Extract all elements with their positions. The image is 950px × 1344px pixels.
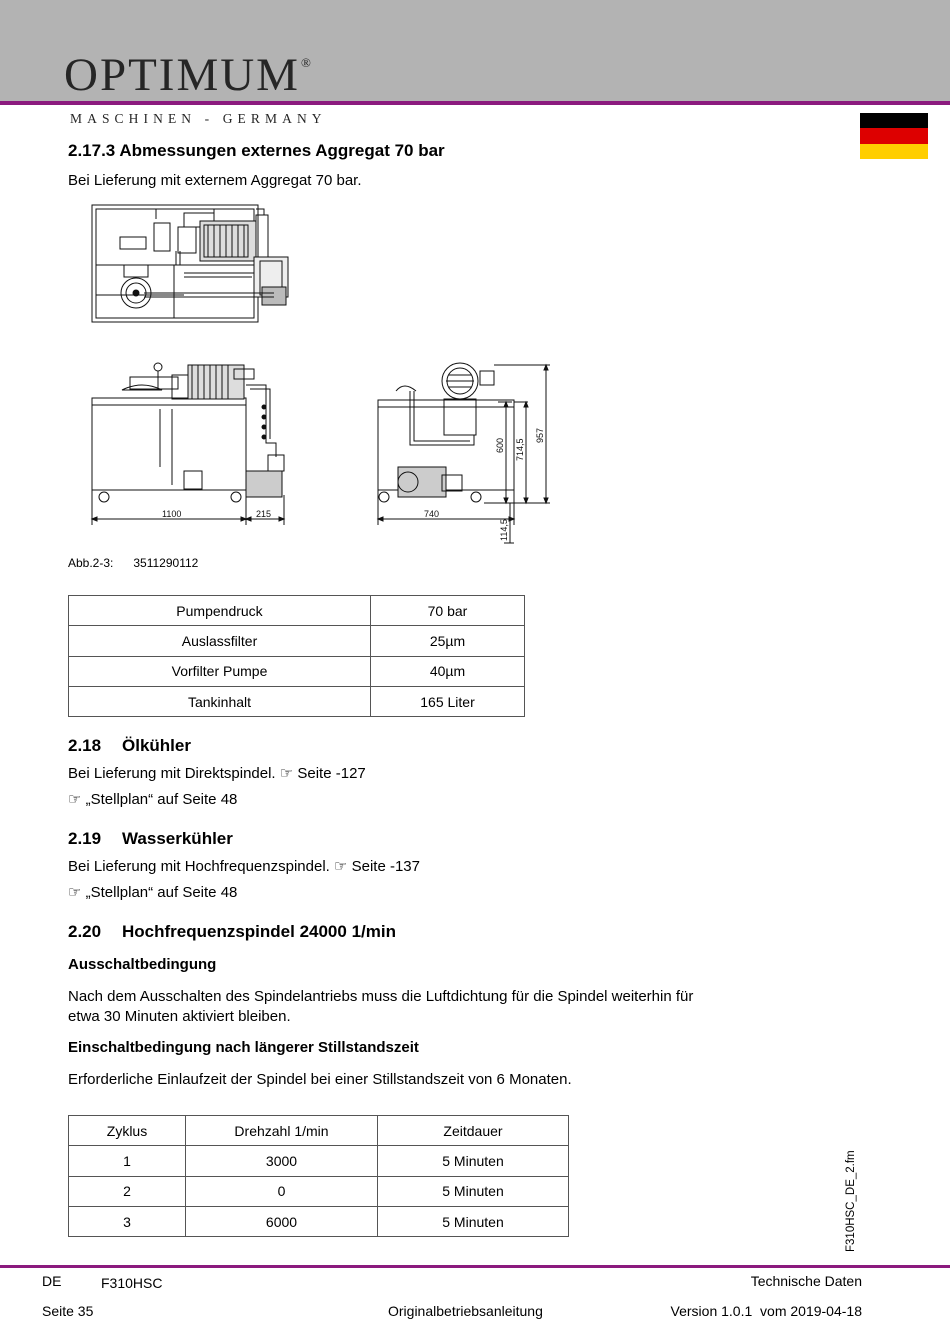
footer-language: DE [42, 1273, 62, 1289]
dim-front-offset: 215 [256, 509, 272, 519]
section-219-reference[interactable]: Bei Lieferung mit Hochfrequenzspindel. ☞ Seite -137 [68, 858, 420, 875]
optimum-logo [64, 49, 313, 101]
footer-document-type: Originalbetriebsanleitung [388, 1303, 543, 1319]
table-cell: 3 [69, 1206, 186, 1236]
footer-version: Version 1.0.1 vom 2019-04-18 [670, 1303, 862, 1319]
table-row [69, 596, 525, 626]
footer-rule [0, 1265, 950, 1268]
spec-label: Vorfilter Pumpe [69, 656, 371, 686]
section-title: Hochfrequenzspindel 24000 1/min [122, 922, 396, 941]
table-row [69, 626, 525, 656]
german-flag-icon [860, 113, 928, 159]
section-2173-intro: Bei Lieferung mit externem Aggregat 70 bar. [68, 172, 362, 189]
table-cell: 5 Minuten [378, 1206, 569, 1236]
caption-id: 3511290112 [133, 556, 199, 570]
section-number: 2.19 [68, 829, 102, 848]
section-title: Wasserkühler [122, 829, 233, 848]
spec-label: Tankinhalt [69, 686, 371, 716]
logo-subtitle: MASCHINEN - GERMANY [70, 111, 327, 126]
table-cell: 1 [69, 1146, 186, 1176]
table-header: Zeitdauer [378, 1116, 569, 1146]
table-cell: 0 [186, 1176, 378, 1206]
figure-caption [68, 556, 198, 570]
table-header: Drehzahl 1/min [186, 1116, 378, 1146]
header-rule [0, 101, 950, 105]
section-title: Ölkühler [122, 736, 191, 755]
table-row [69, 656, 525, 686]
spec-value: 165 Liter [371, 686, 525, 716]
table-row [69, 1146, 569, 1176]
footer-page-number: Seite 35 [42, 1303, 94, 1319]
einschalt-paragraph: Erforderliche Einlaufzeit der Spindel bei einer Stillstandszeit von 6 Monaten. [68, 1071, 572, 1088]
einschalt-subheading: Einschaltbedingung nach längerer Stillstandszeit [68, 1039, 419, 1056]
front-view [92, 363, 284, 525]
section-220-heading [68, 922, 396, 942]
flag-stripe-gold [860, 144, 928, 159]
caption-label: Abb.2-3: [68, 556, 114, 570]
dim-side-height-600: 600 [495, 437, 505, 453]
spec-value: 40µm [371, 656, 525, 686]
table-header-row [69, 1116, 569, 1146]
table-cell: 5 Minuten [378, 1146, 569, 1176]
dim-side-width: 740 [424, 509, 440, 519]
top-view [92, 205, 288, 322]
table-cell: 6000 [186, 1206, 378, 1236]
ausschalt-paragraph-line1: Nach dem Ausschalten des Spindelantriebs muss die Luftdichtung für die Spindel weiterhin für [68, 988, 694, 1005]
logo-registered-mark: ® [300, 55, 313, 70]
ausschalt-paragraph-line2: etwa 30 Minuten aktiviert bleiben. [68, 1008, 291, 1025]
dim-side-height-714: 714,5 [515, 438, 525, 461]
aggregate-spec-table [68, 595, 525, 717]
table-cell: 3000 [186, 1146, 378, 1176]
side-filename-label: F310HSC_DE_2.fm [845, 1150, 857, 1252]
spec-label: Pumpendruck [69, 596, 371, 626]
section-number: 2.20 [68, 922, 102, 941]
table-cell: 5 Minuten [378, 1176, 569, 1206]
table-header: Zyklus [69, 1116, 186, 1146]
aggregate-dimension-drawing [84, 195, 558, 547]
dim-front-width: 1100 [162, 509, 182, 519]
ausschalt-subheading: Ausschaltbedingung [68, 956, 217, 973]
footer-model: F310HSC [101, 1275, 163, 1291]
section-218-reference[interactable]: Bei Lieferung mit Direktspindel. ☞ Seite -127 [68, 765, 366, 782]
section-number: 2.18 [68, 736, 102, 755]
table-row [69, 686, 525, 716]
flag-stripe-red [860, 128, 928, 143]
table-cell: 2 [69, 1176, 186, 1206]
section-219-stellplan-link[interactable]: ☞ „Stellplan“ auf Seite 48 [68, 884, 238, 901]
section-218-stellplan-link[interactable]: ☞ „Stellplan“ auf Seite 48 [68, 791, 238, 808]
footer-chapter: Technische Daten [750, 1273, 862, 1289]
dim-side-base-114: 114,5 [499, 519, 509, 541]
section-219-heading [68, 829, 233, 849]
spec-label: Auslassfilter [69, 626, 371, 656]
spec-value: 25µm [371, 626, 525, 656]
table-row [69, 1176, 569, 1206]
runin-table [68, 1115, 569, 1237]
dim-side-height-957: 957 [535, 427, 545, 443]
flag-stripe-black [860, 113, 928, 128]
table-row [69, 1206, 569, 1236]
section-218-heading [68, 736, 191, 756]
section-2173-heading: 2.17.3 Abmessungen externes Aggregat 70 bar [68, 141, 445, 160]
spec-value: 70 bar [371, 596, 525, 626]
logo-text: OPTIMUM [64, 49, 300, 101]
